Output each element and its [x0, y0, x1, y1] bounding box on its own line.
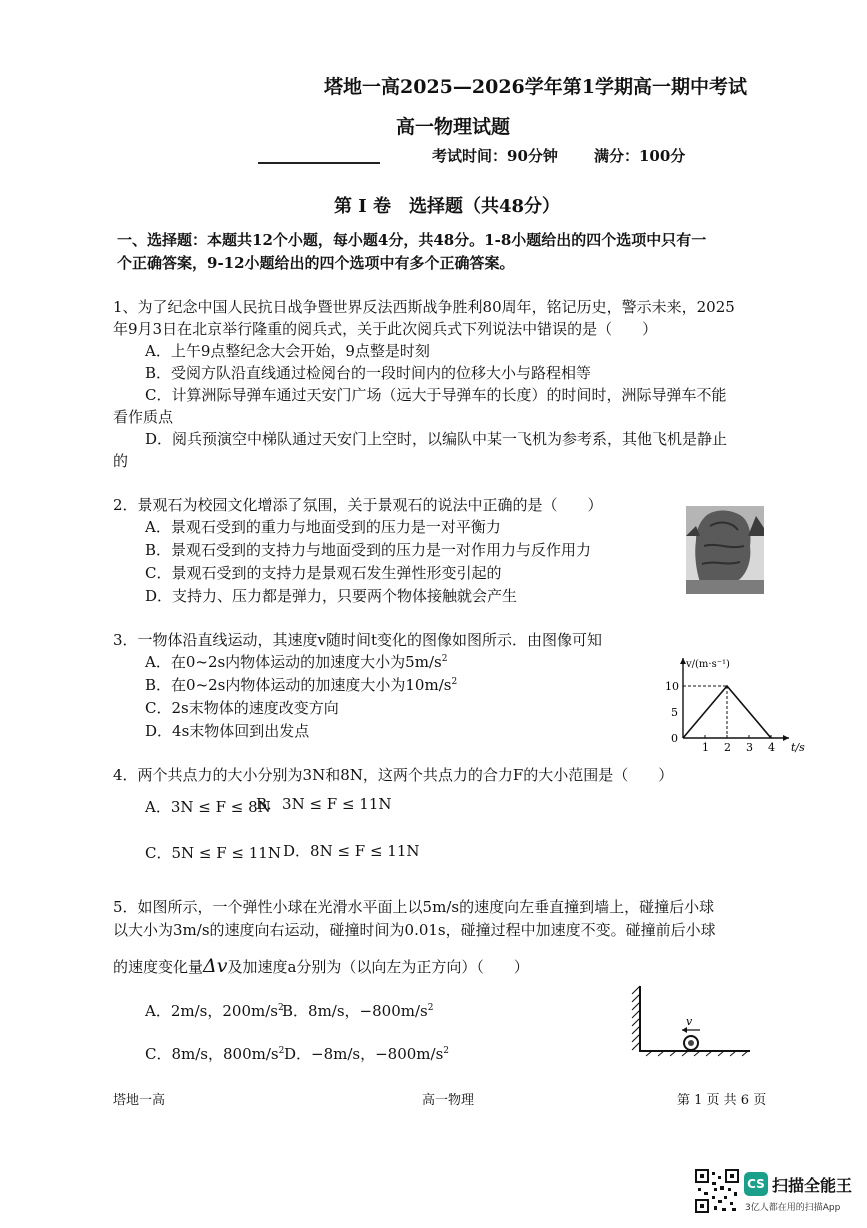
- q2-option-b: B．景观石受到的支持力与地面受到的压力是一对作用力与反作用力: [145, 541, 592, 559]
- q3-stem: 3．一物体沿直线运动，其速度v随时间t变化的图像如图所示．由图像可知: [113, 631, 603, 649]
- x-axis-arrow: [783, 735, 789, 741]
- x-tick-label-4: 4: [768, 741, 775, 754]
- instructions-line-1: 一、选择题：本题共12个小题，每小题4分，共48分。1-8小题给出的四个选项中只有一: [117, 231, 707, 249]
- q5-option-a: A．2m/s，$200m/s^2$: [145, 1002, 284, 1020]
- q5-option-b: B．8m/s，$-800m/s^2$: [282, 1002, 434, 1020]
- qr-code-icon: [694, 1168, 740, 1214]
- x-tick-label-1: 1: [702, 741, 709, 754]
- q1-stem-line-1: 1、为了纪念中国人民抗日战争暨世界反法西斯战争胜利80周年，铭记历史，警示未来，2025: [113, 298, 735, 316]
- footer-center: 高一物理: [422, 1093, 475, 1108]
- q2-option-a: A．景观石受到的重力与地面受到的压力是一对平衡力: [145, 518, 501, 536]
- velocity-label: v: [686, 1015, 693, 1028]
- q5-option-d: D．−8m/s，$-800m/s^2$: [284, 1045, 450, 1063]
- footer-page: 第 1 页 共 6 页: [677, 1093, 767, 1108]
- ball-wall-figure: [628, 984, 756, 1056]
- q1-option-b: B．受阅方队沿直线通过检阅台的一段时间内的位移大小与路程相等: [145, 364, 592, 382]
- y-tick-label-0: 0: [671, 732, 678, 745]
- x-tick-label-2: 2: [724, 741, 731, 754]
- q1-option-d-line-2: 的: [113, 452, 129, 470]
- wall-hatching: [632, 986, 640, 1050]
- q3-option-c: C．2s末物体的速度改变方向: [145, 699, 339, 717]
- q4-option-b: B．3N ≤ F ≤ 11N: [256, 795, 392, 813]
- q4-option-a: A．3N ≤ F ≤ 8N: [145, 798, 271, 816]
- exam-time: 考试时间：90分钟: [432, 147, 558, 165]
- exam-title: 塔地一高2025—2026学年第1学期高一期中考试: [324, 76, 747, 98]
- q5-stem-line-1: 5．如图所示，一个弹性小球在光滑水平面上以5m/s的速度向左垂直撞到墙上，碰撞后小球: [113, 898, 715, 916]
- q5-stem-line-2: 以大小为3m/s的速度向右运动，碰撞时间为0.01s，碰撞过程中加速度不变。碰撞前后小球: [113, 921, 716, 939]
- y-tick-label-10: 10: [665, 680, 679, 693]
- q1-option-c-line-1: C．计算洲际导弹车通过天安门广场（远大于导弹车的长度）的时间时，洲际导弹车不能: [145, 386, 727, 404]
- velocity-time-chart: [655, 652, 805, 756]
- q3-option-a: A．在0~2s内物体运动的加速度大小为$5m/s^2$: [145, 653, 448, 671]
- q2-option-c: C．景观石受到的支持力是景观石发生弹性形变引起的: [145, 564, 502, 582]
- q3-option-b: B．在0~2s内物体运动的加速度大小为$10m/s^2$: [145, 676, 458, 694]
- exam-subtitle: 高一物理试题: [396, 116, 511, 138]
- q3-option-d: D．4s末物体回到出发点: [145, 722, 310, 740]
- q1-stem-line-2: 年9月3日在北京举行隆重的阅兵式，关于此次阅兵式下列说法中错误的是（ ）: [113, 320, 658, 338]
- section-heading: 第 Ⅰ 卷 选择题（共48分）: [334, 196, 561, 217]
- camscanner-logo-icon: CS: [744, 1172, 768, 1196]
- q1-option-c-line-2: 看作质点: [113, 408, 174, 426]
- q4-option-d: D．8N ≤ F ≤ 11N: [283, 842, 420, 860]
- q1-option-a: A．上午9点整纪念大会开始，9点整是时刻: [145, 342, 430, 360]
- landscape-stone-photo: [686, 506, 764, 594]
- q4-stem: 4．两个共点力的大小分别为3N和8N，这两个共点力的合力F的大小范围是（ ）: [113, 766, 674, 784]
- x-axis-label: t/s: [791, 741, 805, 754]
- q5-stem-line-3: 的速度变化量Δv及加速度a分别为（以向左为正方向）（ ）: [113, 955, 529, 977]
- camscanner-name: 扫描全能王: [772, 1176, 853, 1195]
- q4-option-c: C．5N ≤ F ≤ 11N: [145, 844, 281, 862]
- scan-mark: [258, 162, 380, 164]
- q5-option-c: C．8m/s，$800m/s^2$: [145, 1045, 285, 1063]
- x-tick-label-3: 3: [746, 741, 753, 754]
- q2-stem: 2．景观石为校园文化增添了氛围，关于景观石的说法中正确的是（ ）: [113, 496, 603, 514]
- q1-option-d-line-1: D．阅兵预演空中梯队通过天安门上空时，以编队中某一飞机为参考系，其他飞机是静止: [145, 430, 728, 448]
- full-score: 满分：100分: [594, 147, 686, 165]
- y-tick-label-5: 5: [671, 706, 678, 719]
- instructions-line-2: 个正确答案，9-12小题给出的四个选项中有多个正确答案。: [117, 254, 515, 272]
- camscanner-tagline: 3亿人都在用的扫描App: [745, 1203, 841, 1213]
- q2-option-d: D．支持力、压力都是弹力，只要两个物体接触就会产生: [145, 587, 518, 605]
- footer-left: 塔地一高: [113, 1093, 166, 1108]
- y-axis-label: v/(m·s⁻¹): [686, 659, 730, 670]
- ball-center: [688, 1040, 694, 1046]
